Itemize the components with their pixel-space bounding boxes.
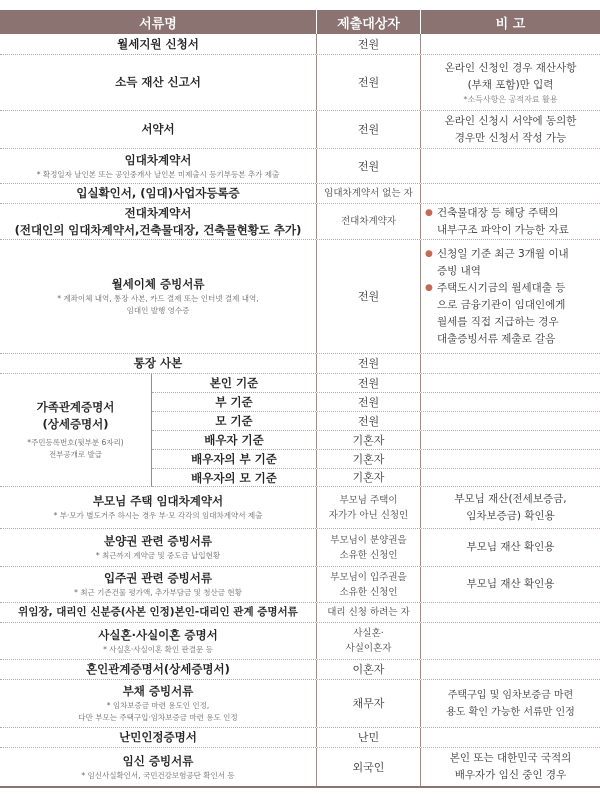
document-title: 월세지원 신청서 (117, 36, 199, 51)
family-sub-row (152, 469, 600, 487)
target-value: 부모님 주택이 (339, 494, 398, 506)
target-value: 채무자 (352, 697, 385, 710)
table-row (0, 603, 600, 623)
target-value: 사실혼· (353, 628, 384, 639)
remark-line: 내부구조 파악이 가능한 자료 (437, 223, 569, 236)
remark-line: 건축물대장 등 해당 주택의 (437, 206, 559, 219)
target-value: 전원 (357, 414, 380, 428)
target-value: 부모님이 분양권을 (330, 534, 407, 546)
sub-basis-label: 배우자의 부 기준 (191, 452, 277, 466)
table-row (0, 149, 600, 184)
table-row (0, 728, 600, 748)
document-title: 분양권 관련 증빙서류 (104, 534, 212, 548)
document-note: 전부공개로 발급 (48, 450, 103, 459)
target-value: 자가가 아닌 신청인 (328, 509, 409, 521)
table-row (0, 240, 600, 354)
remark-line: 신청일 기준 최근 3개월 이내 (437, 247, 569, 260)
table-row (0, 660, 600, 680)
document-title: 가족관계증명서 (36, 400, 115, 414)
document-subtitle: (전대인의 임대차계약서,건축물대장, 건축물현황도 추가) (14, 222, 302, 237)
sub-basis-label: 모 기준 (215, 414, 253, 428)
document-title: 소득 재산 신고서 (115, 75, 201, 89)
header-document-name: 서류명 (139, 16, 177, 32)
target-value: 전원 (357, 357, 380, 370)
family-sub-row (152, 374, 600, 393)
remark-line: 월세를 직접 지급하는 경우 (437, 315, 559, 328)
target-value: 난민 (357, 731, 380, 744)
table-row (0, 623, 600, 660)
bullet-icon: ● (425, 248, 433, 259)
target-value: 전원 (357, 376, 380, 390)
document-note: * 계좌이체 내역, 통장 사본, 카드 결제 또는 인터넷 결제 내역, (57, 294, 259, 303)
target-value: 이혼자 (352, 663, 385, 676)
document-title: 난민인정증명서 (119, 730, 197, 744)
remark-line: 으로 금융기관이 임대인에게 (437, 298, 566, 311)
target-value: 소유한 신청인 (339, 549, 398, 561)
table-row (0, 204, 600, 240)
remark-line: (부채 포함)만 입력 (467, 78, 554, 91)
document-note: * 부·모가 별도거주 하시는 경우 부·모 각각의 임대차계약서 제출 (53, 511, 263, 520)
document-title: 서약서 (141, 122, 175, 136)
table-row (0, 567, 600, 603)
remark-line: 경우만 신청서 작성 가능 (454, 131, 567, 144)
remark-line: 용도 확인 가능한 서류만 인정 (446, 706, 575, 718)
remark-line: 부모님 재산 확인용 (466, 578, 555, 590)
table-row (0, 184, 600, 204)
document-note: * 사실혼·사실이혼 확인 판결문 등 (103, 644, 213, 654)
document-note: *주민등록번호(뒷부분 6자리) (27, 438, 124, 447)
header-target: 제출대상자 (316, 10, 420, 34)
bullet-icon: ● (425, 282, 433, 293)
table-header (0, 10, 600, 34)
target-value: 전원 (357, 37, 380, 51)
remark-line: 온라인 신청인 경우 재산사항 (444, 61, 577, 74)
document-title: 전대차계약서 (124, 205, 192, 220)
target-value: 전원 (357, 290, 380, 303)
remark-line: 부모님 재산 확인용 (466, 541, 555, 553)
table-row (0, 529, 600, 567)
sub-basis-label: 배우자 기준 (204, 433, 264, 447)
target-value: 기혼자 (352, 471, 385, 484)
sub-basis-label: 본인 기준 (209, 376, 259, 390)
header-remarks: 비 고 (420, 10, 600, 34)
document-title: 월세이체 증빙서류 (111, 277, 205, 291)
table-row (0, 55, 600, 111)
document-note: 임대인 발행 영수증 (126, 306, 190, 315)
table-row (0, 487, 600, 529)
document-note: * 임신사실확인서, 국민건강보험공단 확인서 등 (81, 770, 235, 780)
sub-basis-label: 부 기준 (215, 395, 253, 409)
remark-line: 온라인 신청시 서약에 동의한 (444, 114, 577, 127)
family-sub-row (152, 412, 600, 431)
table-row (0, 34, 600, 55)
document-note: * 확정일자 날인본 또는 공인중개사 날인본 미제출시 등기부등본 추가 제출 (36, 169, 280, 179)
target-value: 부모님이 입주권을 (330, 571, 407, 583)
table-row (0, 748, 600, 788)
document-title: 임대차계약서 (124, 152, 192, 167)
document-title: 부채 증빙서류 (122, 684, 194, 698)
target-value: 사실이혼자 (345, 643, 392, 654)
remark-line: 주택구입 및 임차보증금 마련 (447, 689, 574, 701)
sub-basis-label: 배우자의 모 기준 (191, 470, 277, 485)
target-value: 소유한 신청인 (339, 586, 398, 598)
document-title: 사실혼·사실이혼 증명서 (98, 627, 218, 642)
family-sub-row (152, 450, 600, 469)
target-value: 전대차계약자 (340, 216, 397, 227)
table-row (0, 111, 600, 149)
remark-note: *소득사항은 공적자료 활용 (463, 94, 558, 104)
remark-line: 임차보증금) 확인용 (466, 509, 555, 522)
document-title: 임신 증빙서류 (122, 753, 194, 768)
document-note: * 최근까지 계약금 및 중도금 납입현황 (95, 551, 221, 560)
document-title: 입실확인서, (임대)사업자등록증 (76, 186, 240, 200)
document-title: 혼인관계증명서(상세증명서) (86, 662, 230, 676)
target-value: 대리 신청 하려는 자 (327, 607, 410, 618)
family-sub-row (152, 393, 600, 412)
document-title: 입주권 관련 증빙서류 (104, 571, 212, 585)
remark-line: 주택도시기금의 월세대출 등 (437, 281, 566, 294)
document-note: 다만 부모는 주택구입·임차보증금 마련 용도 인정 (78, 713, 238, 722)
document-subtitle: (상세증명서) (42, 417, 109, 431)
target-value: 외국인 (352, 760, 385, 774)
table-row (0, 680, 600, 728)
target-value: 전원 (357, 159, 380, 173)
target-value: 임대차계약서 없는 자 (324, 188, 413, 199)
remark-line: 본인 또는 대한민국 국적의 (449, 752, 572, 764)
document-title: 위임장, 대리인 신분증(사본 인정)본인-대리인 관계 증명서류 (18, 606, 298, 618)
document-note: * 임차보증금 마련 용도인 인정, (106, 701, 210, 710)
document-title: 통장 사본 (133, 356, 183, 370)
family-certificate-group (0, 374, 152, 487)
target-value: 전원 (357, 395, 380, 409)
remark-line: 부모님 재산(전세보증금, (454, 492, 567, 505)
target-value: 기혼자 (352, 433, 385, 447)
remark-line: 증빙 내역 (437, 264, 481, 277)
bullet-icon: ● (425, 207, 433, 218)
table-row (0, 354, 600, 374)
document-note: * 최근 기존건물 평가액, 추가부담금 및 청산금 현황 (74, 588, 242, 597)
remark-line: 배우자가 임신 중인 경우 (454, 769, 567, 781)
target-value: 전원 (357, 76, 380, 89)
target-value: 기혼자 (352, 452, 385, 466)
family-sub-row (152, 431, 600, 450)
document-title: 부모님 주택 임대차계약서 (92, 494, 224, 508)
target-value: 전원 (357, 123, 380, 136)
remark-line: 대출증빙서류 제출로 갈음 (437, 332, 556, 345)
